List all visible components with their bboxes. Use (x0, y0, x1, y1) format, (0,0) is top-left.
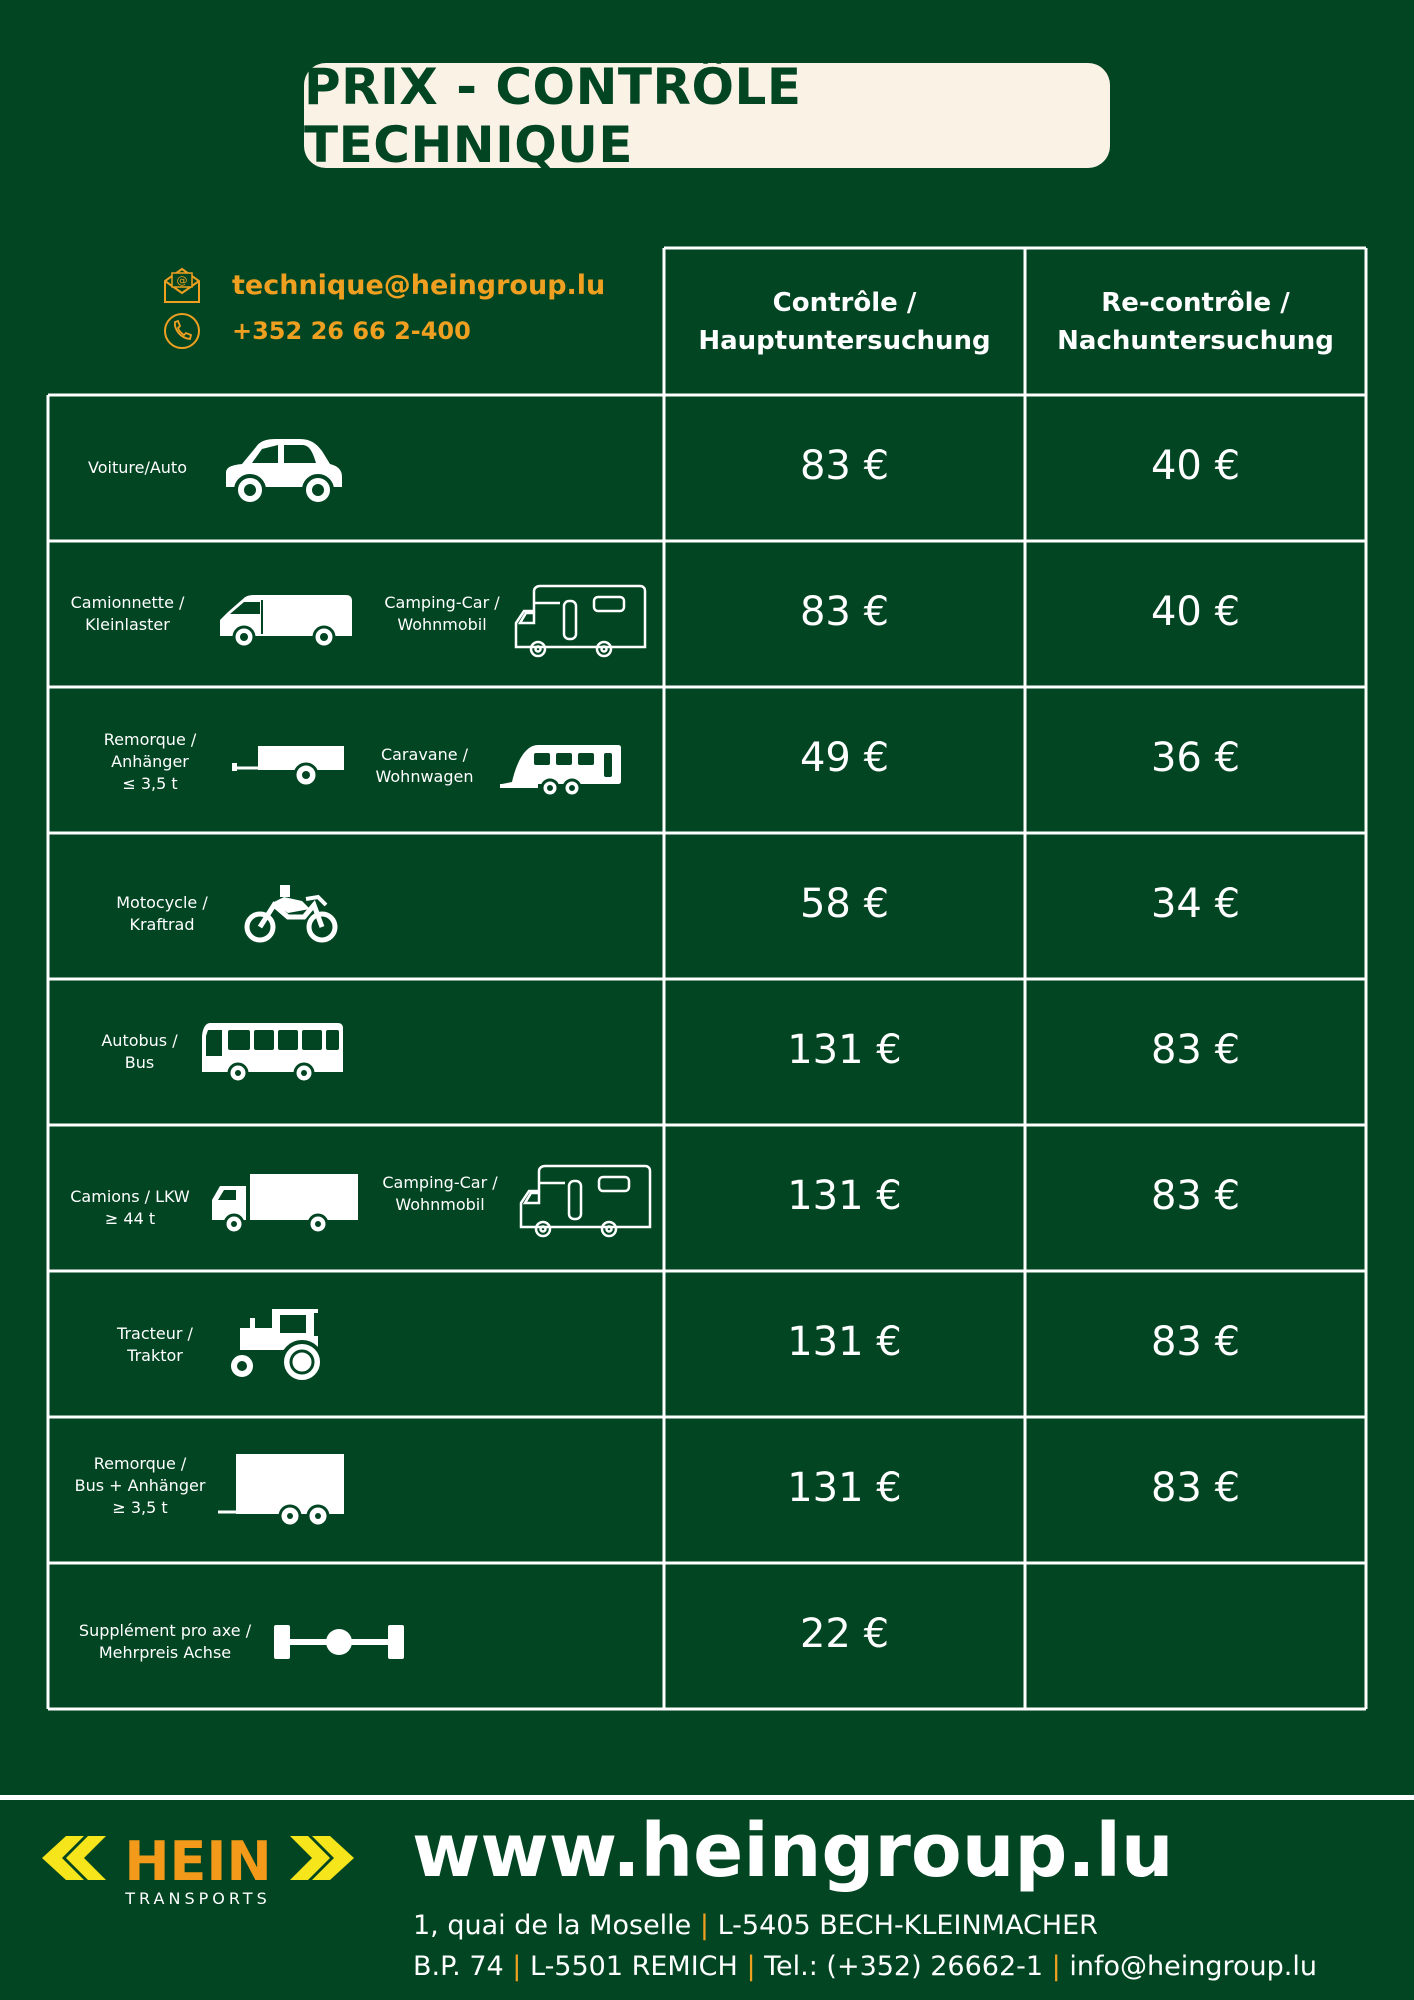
tractor-icon (222, 1306, 328, 1384)
price-controle: 131 € (787, 1319, 902, 1365)
phone-number[interactable]: Tel.: (+352) 26662-1 (764, 1951, 1044, 1982)
price-recontrole: 40 € (1150, 443, 1241, 489)
footer-divider (0, 1795, 1414, 1800)
price-recontrole: 83 € (1150, 1319, 1241, 1365)
camper-icon (512, 583, 648, 659)
header-controle: Contrôle / Hauptuntersuchung (698, 288, 991, 356)
website-link[interactable]: www.heingroup.lu (412, 1808, 1174, 1894)
row-label: Remorque / Bus + Anhänger ≥ 3,5 t (74, 1454, 206, 1517)
price-controle: 83 € (799, 443, 890, 489)
svg-text:@: @ (176, 274, 188, 287)
email-link[interactable]: technique@heingroup.lu (232, 269, 606, 301)
row-label: Supplément pro axe / Mehrpreis Achse (78, 1621, 252, 1662)
axle-icon (272, 1622, 406, 1662)
row-label: Autobus / Bus (101, 1031, 178, 1072)
car-icon (222, 435, 344, 505)
price-controle: 22 € (799, 1611, 890, 1657)
price-recontrole: 83 € (1150, 1027, 1241, 1073)
price-recontrole: 40 € (1150, 589, 1241, 635)
row-label: Camping-Car / Wohnmobil (384, 593, 500, 634)
price-controle: 58 € (799, 881, 890, 927)
page-title: PRIX - CONTRÔLE TECHNIQUE (304, 57, 802, 174)
price-recontrole: 34 € (1150, 881, 1241, 927)
row-label: Caravane / Wohnwagen (375, 745, 474, 786)
price-controle: 83 € (799, 589, 890, 635)
row-label: Voiture/Auto (88, 458, 187, 477)
logo-subtext: TRANSPORTS (125, 1889, 271, 1908)
price-controle: 131 € (787, 1173, 902, 1219)
truck-icon (210, 1172, 360, 1236)
hein-transports-logo (40, 1828, 356, 1908)
row-label: Camping-Car / Wohnmobil (382, 1173, 498, 1214)
phone-link[interactable]: +352 26 66 2-400 (232, 317, 471, 345)
header-recontrole: Re-contrôle / Nachuntersuchung (1057, 288, 1334, 356)
motorcycle-icon (244, 883, 340, 945)
address-line-1: 1, quai de la Moselle | L-5405 BECH-KLEINMACHER (413, 1910, 1098, 1941)
row-label: Motocycle / Kraftrad (116, 893, 208, 934)
caravan-icon (498, 742, 624, 796)
info-email-link[interactable]: info@heingroup.lu (1069, 1951, 1317, 1982)
price-recontrole: 83 € (1150, 1173, 1241, 1219)
row-label: Remorque / Anhänger ≤ 3,5 t (103, 730, 197, 793)
price-controle: 131 € (787, 1027, 902, 1073)
price-controle: 49 € (799, 735, 890, 781)
van-icon (216, 592, 356, 650)
price-recontrole: 36 € (1150, 735, 1241, 781)
logo-text: HEIN (124, 1830, 272, 1893)
row-label: Camionnette / Kleinlaster (70, 593, 185, 634)
bus-icon (200, 1020, 344, 1082)
row-label: Tracteur / Traktor (117, 1324, 193, 1365)
heavy-trailer-icon (216, 1452, 346, 1528)
price-recontrole: 83 € (1150, 1465, 1241, 1511)
price-controle: 131 € (787, 1465, 902, 1511)
camper-icon (517, 1163, 653, 1239)
trailer-icon (230, 744, 346, 790)
row-label: Camions / LKW ≥ 44 t (70, 1187, 190, 1228)
address-line-2: B.P. 74 | L-5501 REMICH | Tel.: (+352) 26662-1 | info@heingroup.lu (413, 1951, 1317, 1982)
